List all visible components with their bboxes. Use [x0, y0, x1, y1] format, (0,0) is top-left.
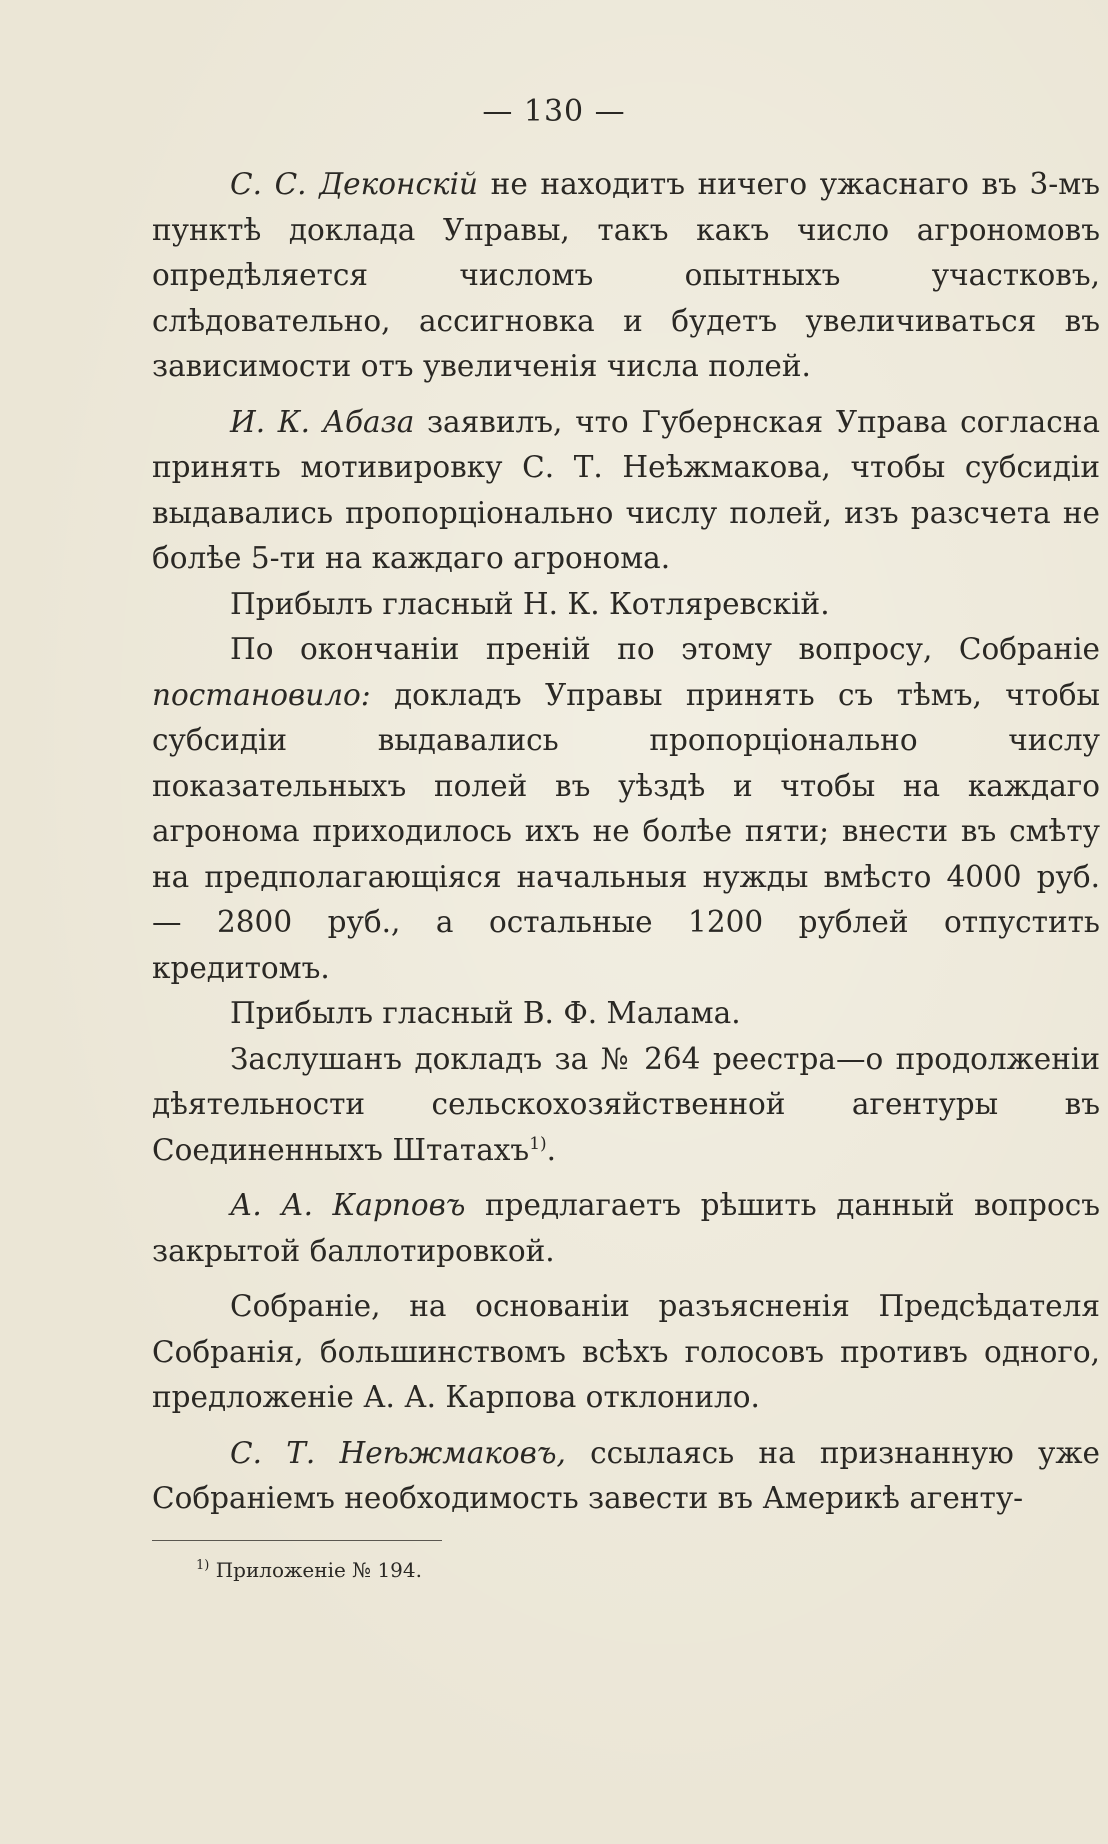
footnote-text: Приложеніе № 194. [209, 1558, 422, 1582]
paragraph-abaza [152, 400, 1100, 582]
paragraph-text: предлагаетъ рѣшить данный вопросъ закрытой баллотировкой. [152, 1188, 1100, 1268]
paragraph-text: По окончаніи преній по этому вопросу, Собраніе [230, 632, 1100, 666]
speaker-name: А. А. Карповъ [230, 1188, 466, 1222]
speaker-name: С. С. Деконскій [230, 167, 479, 201]
footnote [196, 1556, 422, 1584]
paragraph-assembly-vote: Собраніе, на основаніи разъясненія Предсѣдателя Собранія, большинствомъ всѣхъ голосовъ противъ одного, предложеніе А. А. Карпова отклонило. [152, 1289, 1100, 1414]
footnote-reference: 1) [529, 1133, 547, 1154]
body-text [152, 162, 1100, 1522]
paragraph-dekonsky [152, 162, 1100, 390]
paragraph-text: не находитъ ничего ужаснаго въ 3-мъ пунктѣ доклада Управы, такъ какъ число агрономовъ опредѣляется числомъ опытныхъ участковъ, слѣдовательно, ассигновка и будетъ увеличиваться въ зависимости отъ увеличенія числа полей. [152, 167, 1100, 383]
paragraph-text: ссылаясь на признанную уже Собраніемъ необходимость завести въ Америкѣ агенту- [152, 1435, 1100, 1515]
decision-word: постановило: [152, 677, 371, 712]
paragraph-text: Заслушанъ докладъ за № 264 реестра—о продолженіи дѣятельности сельскохозяйственной агентуры въ Соединенныхъ Штатахъ [152, 1041, 1100, 1167]
page-number: — 130 — [482, 94, 626, 129]
speaker-name: С. Т. Неѣжмаковъ, [230, 1435, 566, 1470]
paragraph-arrival-malama: Прибылъ гласный В. Ф. Малама. [230, 996, 741, 1030]
paragraph-text: докладъ Управы принять съ тѣмъ, чтобы субсидіи выдавались пропорціонально числу показательныхъ полей въ уѣздѣ и чтобы на каждаго агронома приходилось ихъ не болѣе пяти; внести въ смѣту на предполагающіяся начальныя нужды вмѣсто 4000 руб. — 2800 руб., а остальные 1200 рублей отпустить кредитомъ. [152, 677, 1100, 985]
paragraph-text-end: . [546, 1132, 557, 1167]
paragraph-resolution [152, 627, 1100, 991]
paragraph-report-264 [152, 1037, 1100, 1174]
footnote-mark: 1) [196, 1558, 210, 1573]
speaker-name: И. К. Абаза [230, 404, 415, 439]
paragraph-text: заявилъ, что Губернская Управа согласна принять мотивировку С. Т. Неѣжмакова, чтобы субсидіи выдавались пропорціонально числу полей, изъ разсчета не болѣе 5-ти на каждаго агронома. [152, 404, 1100, 575]
paragraph-karpov [152, 1183, 1100, 1274]
footnote-divider [152, 1540, 442, 1541]
paragraph-arrival-kotlyarevsky: Прибылъ гласный Н. К. Котляревскій. [230, 586, 830, 621]
paragraph-neezhmakov [152, 1431, 1100, 1522]
